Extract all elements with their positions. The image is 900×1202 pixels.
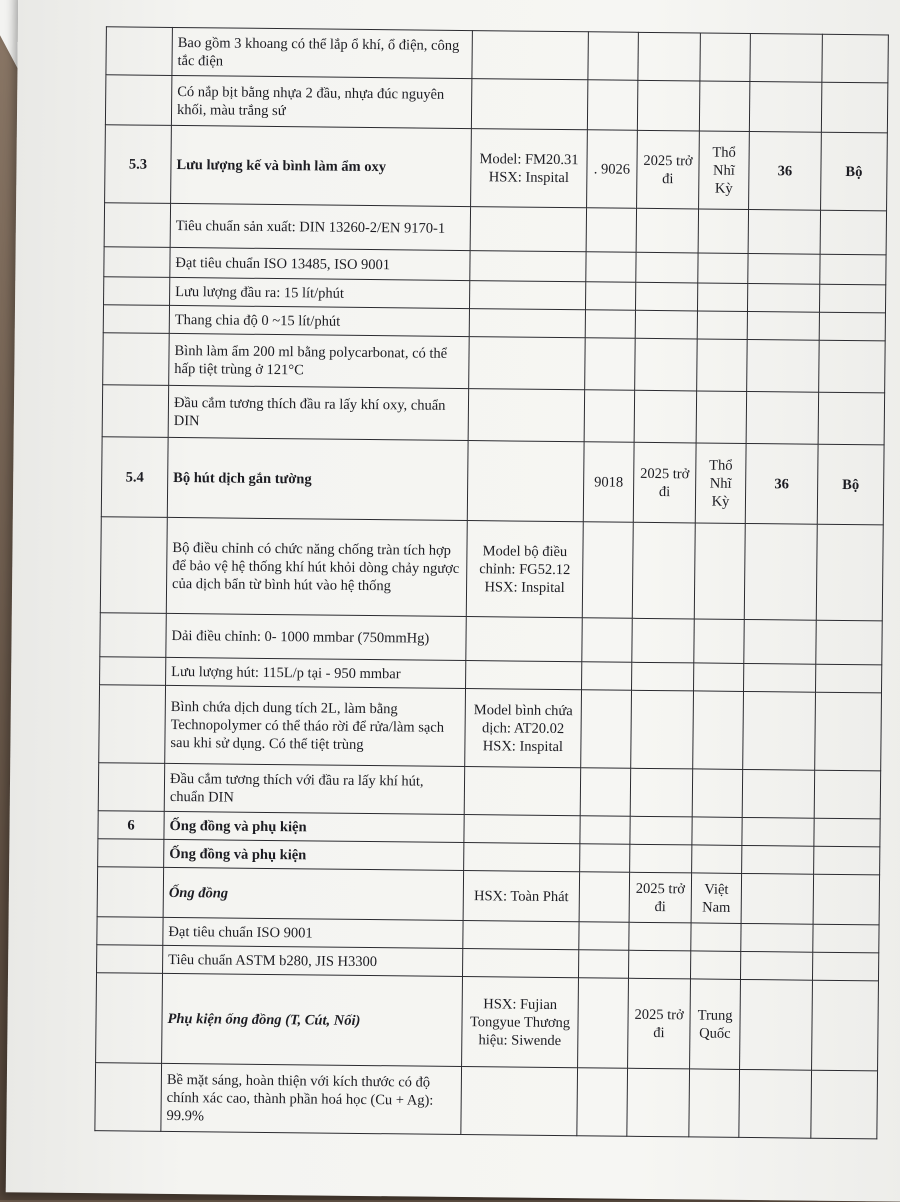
code-cell [581,690,632,769]
quantity-cell: 36 [749,131,822,210]
year-cell [635,310,697,339]
table-row [102,385,885,445]
origin-cell [694,523,745,620]
model-cell [464,815,580,844]
year-cell [637,80,700,131]
code-cell [585,282,635,311]
year-cell [629,922,691,951]
unit-cell: Bộ [817,444,884,525]
stt-cell [97,917,163,946]
year-cell: 2025 trở đi [637,130,700,209]
quantity-cell: 36 [745,443,818,524]
description-cell: Đạt tiêu chuẩn ISO 9001 [163,917,463,948]
code-cell [585,310,635,339]
code-cell: 9018 [583,442,634,523]
year-cell [630,844,692,873]
stt-cell [98,763,164,812]
year-cell [635,338,698,391]
unit-cell: Bộ [821,132,888,211]
unit-cell [813,874,880,925]
year-cell: 2025 trở đi [628,978,691,1069]
origin-cell [694,619,744,664]
origin-cell: Thổ Nhĩ Kỳ [695,443,746,524]
year-cell [630,816,692,845]
model-cell [466,617,582,662]
quantity-cell [747,283,819,312]
year-cell [635,282,697,311]
quantity-cell [741,923,813,952]
unit-cell [818,392,885,445]
year-cell: 2025 trở đi [629,872,692,923]
table-row [97,867,879,925]
unit-cell [814,770,880,819]
unit-cell [819,312,885,341]
code-cell [584,390,635,443]
description-cell: Bộ hút dịch gắn tường [167,437,468,520]
year-cell [634,390,697,443]
stt-cell [103,333,170,386]
unit-cell [820,254,886,285]
origin-cell: Trung Quốc [690,979,741,1070]
stt-cell: 5.3 [105,125,172,204]
year-cell [632,618,694,663]
stt-cell [105,75,172,126]
unit-cell [812,980,879,1071]
model-cell: Model bình chứa dịch: AT20.02 HSX: Inspital [465,689,582,768]
quantity-cell [744,523,817,620]
model-cell [471,79,588,130]
quantity-cell [744,663,816,692]
unit-cell [816,524,883,621]
stt-cell [95,1063,162,1132]
unit-cell [821,82,888,133]
description-cell: Bình làm ẩm 200 ml bằng polycarbonat, có thể hấp tiệt trùng ở 121°C [169,333,470,388]
origin-cell [690,951,740,980]
stt-cell: 6 [98,811,164,840]
quantity-cell [739,1069,812,1138]
stt-cell [104,203,170,248]
model-cell: Model bộ điều chỉnh: FG52.12 HSX: Inspital [466,521,583,618]
year-cell [632,662,694,691]
quantity-cell [749,81,822,132]
model-cell [470,207,586,252]
code-cell [580,768,630,817]
table-row [95,1063,878,1139]
model-cell [470,251,586,282]
stt-cell [99,685,166,764]
table-row [105,125,888,211]
model-cell [469,337,586,390]
model-cell [466,661,582,690]
description-cell: Bao gồm 3 khoang có thể lắp ổ khí, ổ điện, công tắc điện [172,27,472,78]
description-cell: Bề mặt sáng, hoàn thiện với kích thước có độ chính xác cao, thành phần hoá học (Cu + Ag): 99.9% [161,1063,462,1134]
stt-cell [103,305,169,334]
table-row [106,27,888,83]
stt-cell [97,945,163,974]
unit-cell [822,34,888,83]
model-cell [464,767,580,816]
unit-cell [814,818,880,847]
quantity-cell [743,691,816,770]
unit-cell [815,692,882,771]
quantity-cell [747,339,820,392]
description-cell: Thang chia độ 0 ~15 lít/phút [169,305,469,336]
unit-cell [816,620,882,665]
table-row [103,333,886,393]
quantity-cell [740,951,812,980]
year-cell: 2025 trở đi [633,442,696,523]
description-cell: Ống đồng và phụ kiện [164,839,464,870]
description-cell: Đạt tiêu chuẩn ISO 13485, ISO 9001 [170,247,470,280]
code-cell [588,32,638,81]
model-cell [472,31,588,80]
description-cell: Ống đồng và phụ kiện [164,811,464,842]
quantity-cell [744,619,816,664]
code-cell [578,950,628,979]
stt-cell [100,613,166,658]
unit-cell [811,1070,878,1139]
description-cell: Tiêu chuẩn sản xuất: DIN 13260-2/EN 9170-1 [170,203,470,250]
code-cell [577,1068,628,1137]
stt-cell [104,247,170,278]
description-cell: Dải điều chỉnh: 0- 1000 mmbar (750mmHg) [166,613,466,660]
origin-cell [696,391,747,444]
origin-cell [692,817,742,846]
year-cell [627,1068,690,1137]
code-cell [580,844,630,873]
specification-table [94,26,889,1139]
description-cell: Bộ điều chỉnh có chức năng chống tràn tích hợp để bảo vệ hệ thống khí hút khỏi dòng chảy ngược của dịch bẩn từ bình hút vào hệ thống [166,517,467,616]
unit-cell [819,340,886,393]
year-cell [636,252,698,283]
code-cell [580,816,630,845]
year-cell [630,768,692,817]
quantity-cell [750,33,822,82]
model-cell: HSX: Toàn Phát [463,871,580,922]
table-row [101,437,884,525]
origin-cell [698,209,748,254]
origin-cell [697,283,747,312]
model-cell [462,949,578,978]
document-page [6,0,900,1202]
unit-cell [812,952,878,981]
unit-cell [815,664,881,693]
stt-cell [98,839,164,868]
stt-cell [104,277,170,306]
description-cell: Lưu lượng kế và bình làm ẩm oxy [171,125,472,206]
stt-cell [97,867,164,918]
code-cell [585,338,636,391]
description-cell: Ống đồng [163,867,464,920]
model-cell: HSX: Fujian Tongyue Thương hiệu: Siwende [462,977,579,1068]
description-cell: Đầu cắm tương thích với đầu ra lấy khí hút, chuẩn DIN [164,763,464,814]
unit-cell [814,846,880,875]
unit-cell [819,284,885,313]
origin-cell [692,769,742,818]
code-cell [586,252,636,283]
model-cell [464,843,580,872]
origin-cell [689,1069,740,1138]
unit-cell [820,210,886,255]
description-cell: Lưu lượng hút: 115L/p tại - 950 mmbar [166,657,466,688]
stt-cell [96,973,163,1064]
quantity-cell [742,769,814,818]
origin-cell [694,663,744,692]
code-cell [582,662,632,691]
description-cell: Đầu cắm tương thích đầu ra lấy khí oxy, chuẩn DIN [168,385,469,440]
stt-cell [106,27,172,76]
origin-cell [691,923,741,952]
model-cell [461,1067,578,1136]
quantity-cell [741,873,814,924]
origin-cell [697,339,748,392]
description-cell: Có nắp bịt bằng nhựa 2 đầu, nhựa đúc nguyên khối, màu trắng sứ [171,75,472,128]
quantity-cell [747,311,819,340]
quantity-cell [742,817,814,846]
stt-cell [100,657,166,686]
origin-cell [698,253,748,284]
code-cell [587,80,638,131]
origin-cell [692,845,742,874]
code-cell [582,618,632,663]
year-cell [628,950,690,979]
code-cell [578,978,629,1069]
origin-cell: Thổ Nhĩ Kỳ [699,131,750,210]
year-cell [632,522,695,619]
stt-cell: 5.4 [101,437,168,518]
code-cell: . 9026 [587,130,638,209]
table-row [105,75,887,133]
origin-cell [699,81,750,132]
origin-cell [700,33,750,82]
model-cell [467,441,584,522]
description-cell: Tiêu chuẩn ASTM b280, JIS H3300 [163,945,463,976]
quantity-cell [748,253,820,284]
table-row [100,517,883,621]
model-cell [469,309,585,338]
model-cell [463,921,579,950]
quantity-cell [740,979,813,1070]
description-cell: Bình chứa dịch dung tích 2L, làm bằng Technopolymer có thể tháo rời để rửa/làm sạch sau khi sử dụng. Có thể tiệt trùng [165,685,466,766]
table-row [99,685,882,771]
table-row [96,973,879,1071]
stt-cell [100,517,167,614]
year-cell [631,690,694,769]
code-cell [579,872,630,923]
stt-cell [102,385,169,438]
origin-cell: Việt Nam [691,873,742,924]
code-cell [579,922,629,951]
model-cell [468,389,585,442]
quantity-cell [748,209,820,254]
origin-cell [697,311,747,340]
description-cell: Lưu lượng đầu ra: 15 lít/phút [170,277,470,308]
year-cell [638,32,700,81]
description-cell: Phụ kiện ống đồng (T, Cút, Nối) [162,973,463,1066]
year-cell [636,208,698,253]
model-cell [469,281,585,310]
code-cell [586,208,636,253]
origin-cell [693,691,744,770]
code-cell [582,522,633,619]
unit-cell [813,924,879,953]
model-cell: Model: FM20.31 HSX: Inspital [471,129,588,208]
table-row [98,763,880,819]
quantity-cell [746,391,819,444]
quantity-cell [742,845,814,874]
